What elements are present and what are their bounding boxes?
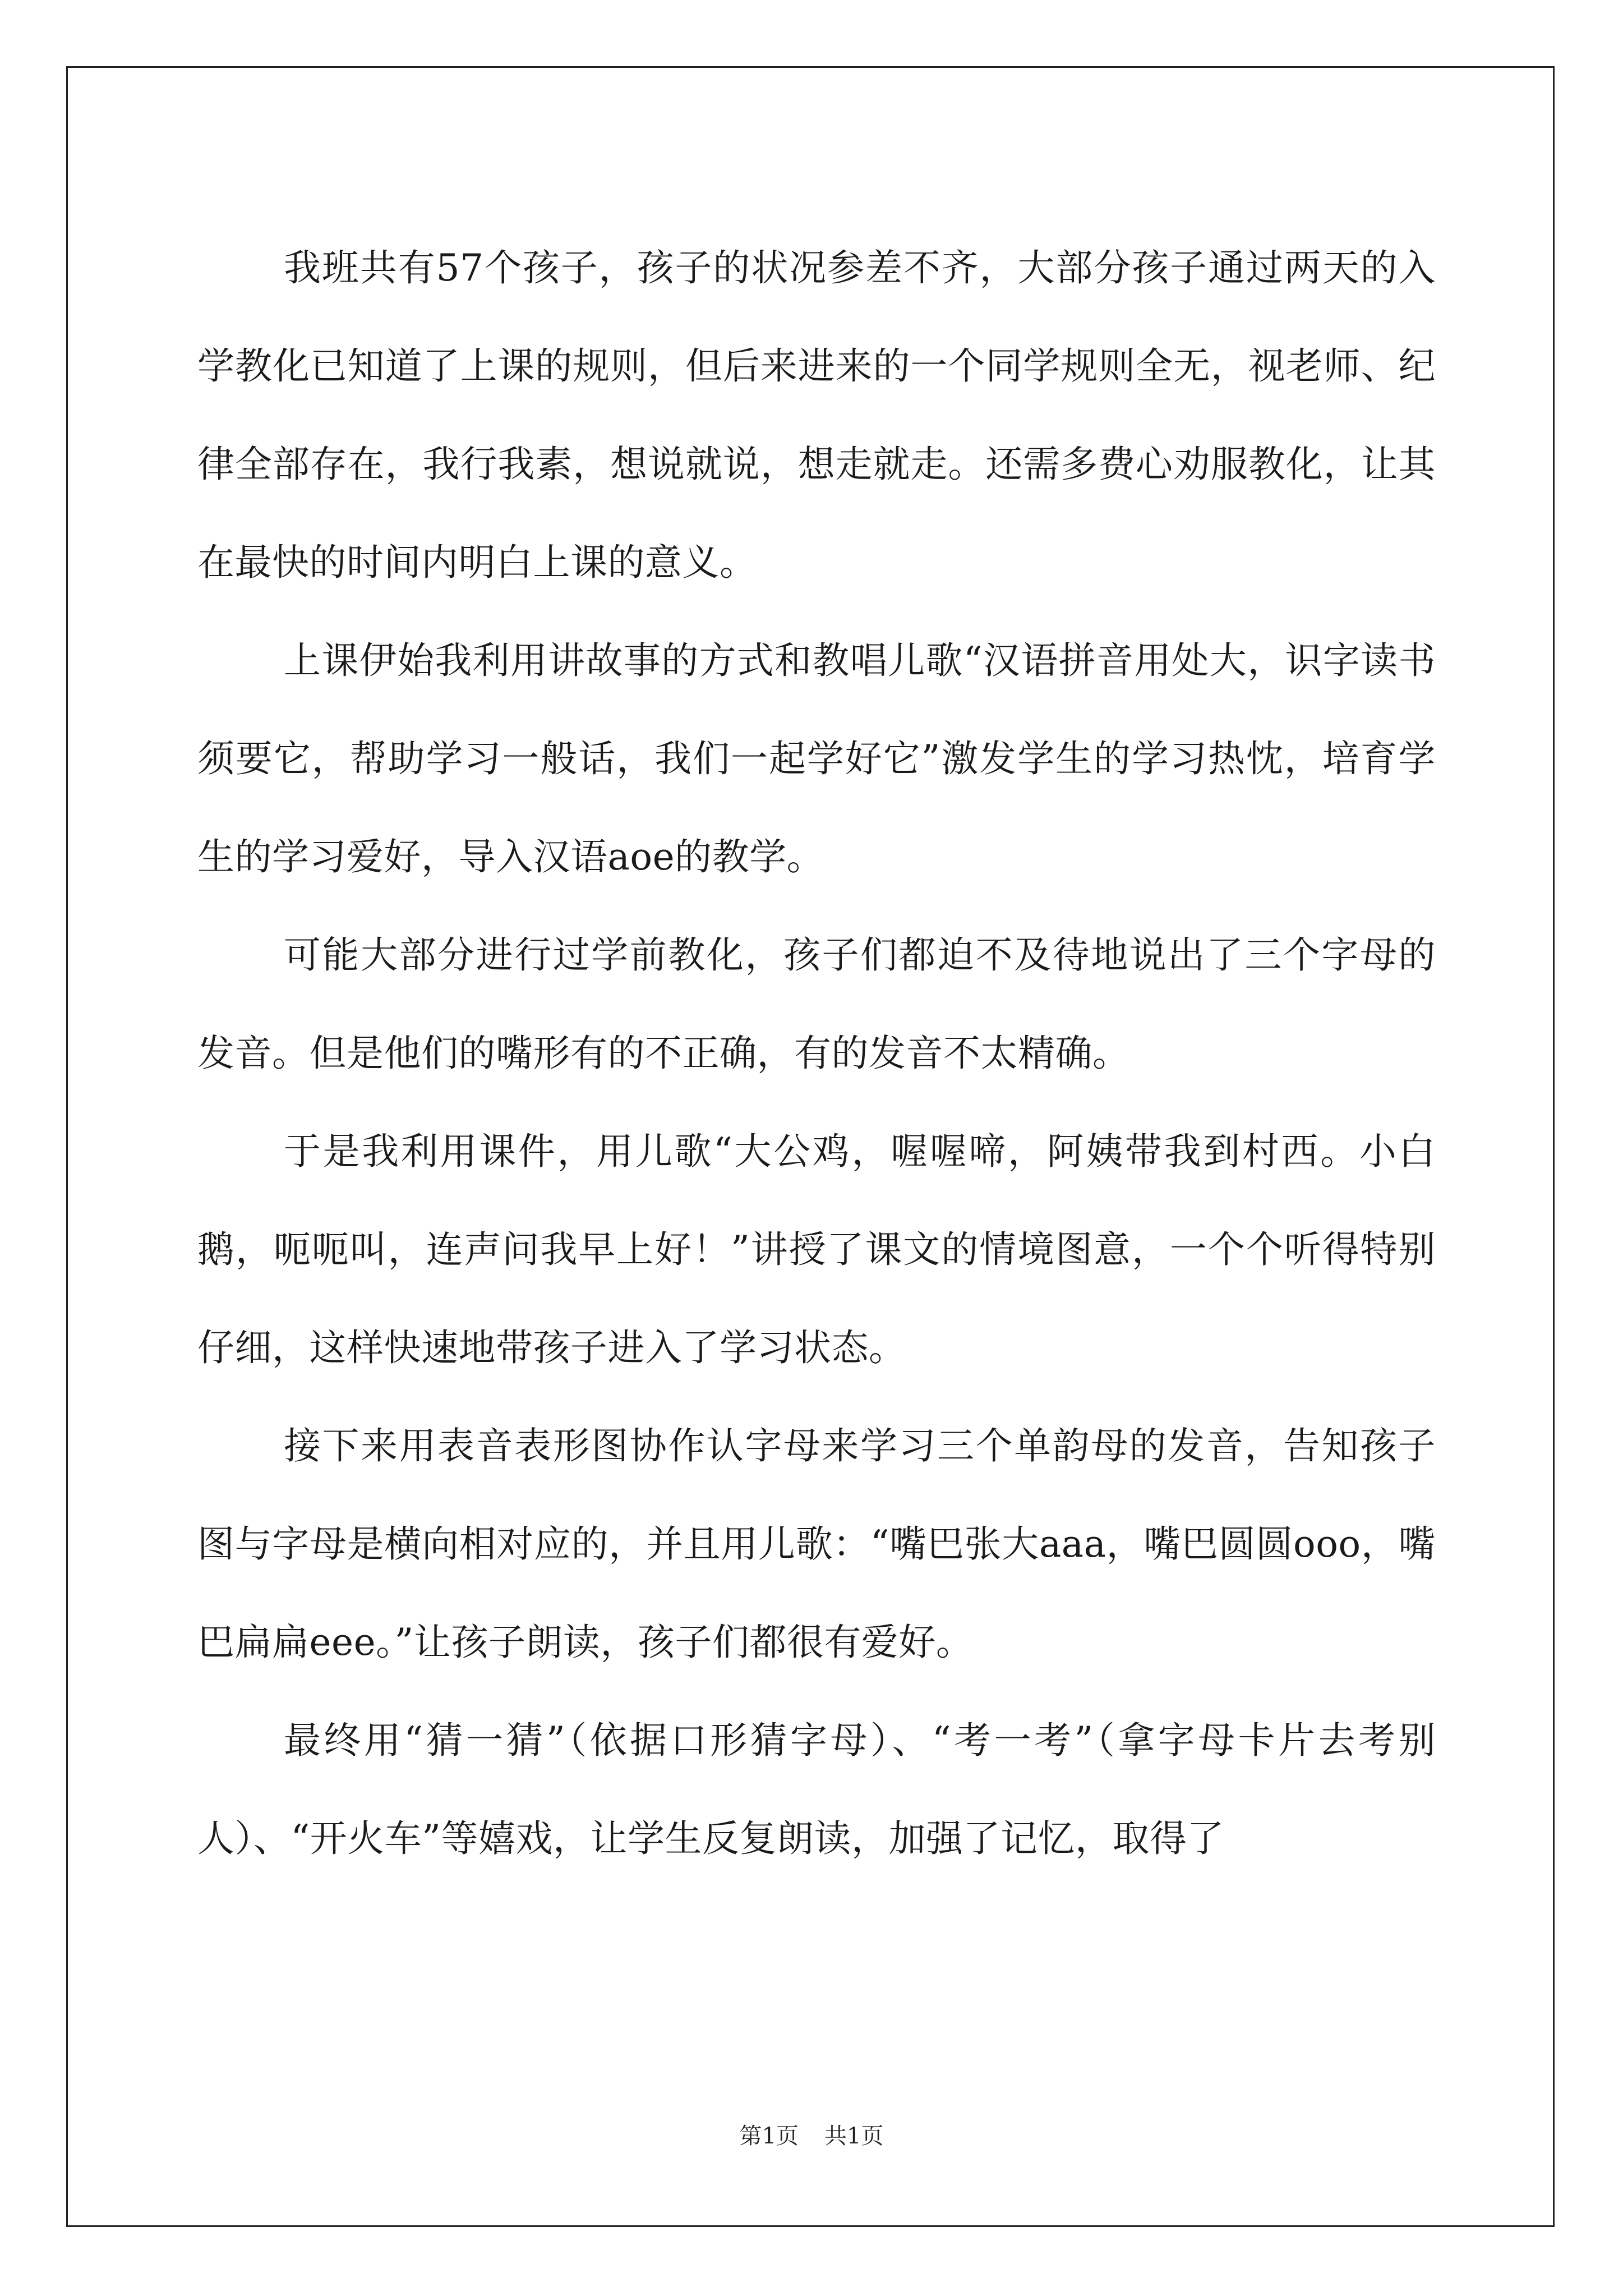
- total-pages: 共1页: [824, 2123, 884, 2149]
- paragraph: 我班共有57个孩子，孩子的状况参差不齐，大部分孩子通过两天的入学教化已知道了上课的规则，但后来进来的一个同学规则全无，视老师、纪律全部存在，我行我素，想说就说，想走就走。还需多费心劝服教化，让其在最快的时间内明白上课的意义。: [197, 246, 1436, 584]
- document-body: [197, 219, 1436, 1888]
- paragraph: 可能大部分进行过学前教化，孩子们都迫不及待地说出了三个字母的发音。但是他们的嘴形有的不正确，有的发音不太精确。: [197, 933, 1436, 1075]
- paragraph: 接下来用表音表形图协作认字母来学习三个单韵母的发音，告知孩子图与字母是横向相对应的，并且用儿歌：“嘴巴张大aaa，嘴巴圆圆ooo，嘴巴扁扁eee。”让孩子朗读，孩子们都很有爱好。: [197, 1424, 1436, 1664]
- page-footer: [0, 2119, 1623, 2153]
- paragraph: 于是我利用课件，用儿歌“大公鸡，喔喔啼，阿姨带我到村西。小白鹅，呃呃叫，连声问我早上好！”讲授了课文的情境图意，一个个听得特别仔细，这样快速地带孩子进入了学习状态。: [197, 1130, 1436, 1369]
- paragraph: 上课伊始我利用讲故事的方式和教唱儿歌“汉语拼音用处大，识字读书须要它，帮助学习一般话，我们一起学好它”激发学生的学习热忱，培育学生的学习爱好，导入汉语aoe的教学。: [197, 639, 1436, 878]
- page-number: 第1页: [739, 2123, 799, 2149]
- paragraph: 最终用“猜一猜”（依据口形猜字母）、“考一考”（拿字母卡片去考别人）、“开火车”等嬉戏，让学生反复朗读，加强了记忆，取得了: [197, 1719, 1436, 1860]
